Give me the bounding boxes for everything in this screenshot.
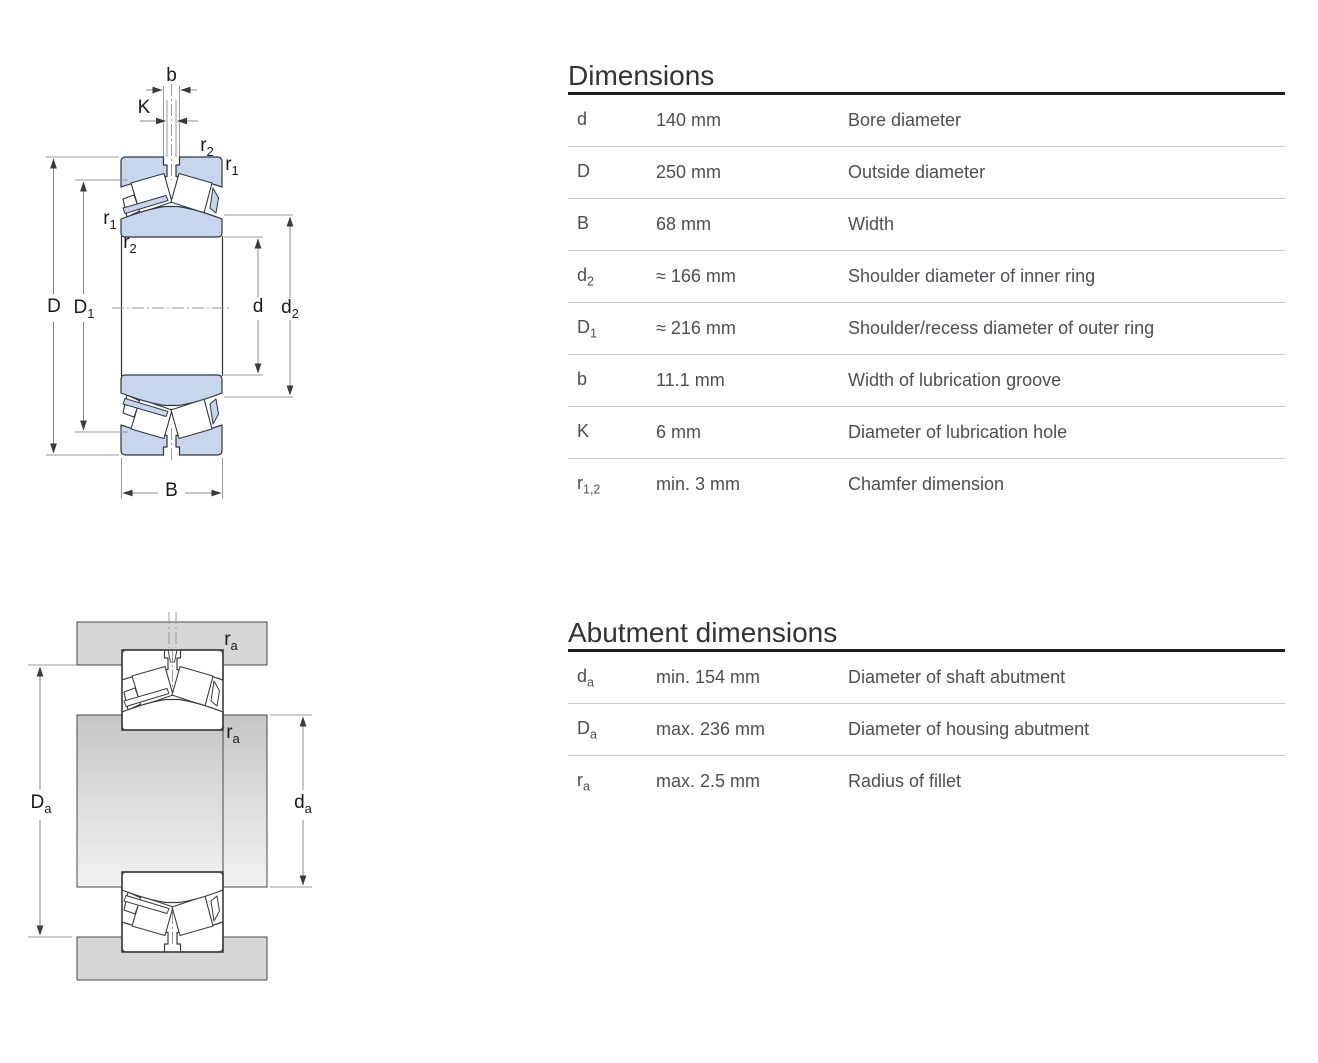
value-cell: 140 mm: [656, 110, 722, 130]
abutment-title: Abutment dimensions: [568, 617, 838, 648]
description-cell: Chamfer dimension: [848, 474, 1005, 494]
value-cell: ≈ 166 mm: [656, 266, 736, 286]
dim-label-ra-bottom: $r_a$: [226, 722, 240, 746]
dimensions-table: [568, 60, 1285, 510]
description-cell: Bore diameter: [848, 110, 962, 130]
dim-label-r1-left: $r_1$: [103, 208, 117, 232]
description-cell: Shoulder diameter of inner ring: [848, 266, 1096, 286]
symbol-cell: b: [577, 368, 588, 389]
symbol-cell: $d_2$: [577, 264, 594, 289]
description-cell: Shoulder/recess diameter of outer ring: [848, 318, 1155, 338]
table-row: [568, 199, 1285, 251]
value-cell: max. 2.5 mm: [656, 771, 761, 791]
description-cell: Diameter of shaft abutment: [848, 667, 1066, 687]
value-cell: max. 236 mm: [656, 719, 766, 739]
bearing-drawings: [0, 0, 560, 1063]
symbol-cell: $r_{1,2}$: [577, 472, 601, 497]
symbol-cell: D: [577, 160, 590, 181]
value-cell: 6 mm: [656, 422, 701, 442]
dim-label-K: K: [137, 97, 151, 119]
abutment-dimensions-table: [568, 617, 1285, 807]
description-cell: Diameter of housing abutment: [848, 719, 1090, 739]
description-cell: Diameter of lubrication hole: [848, 422, 1068, 442]
symbol-cell: d: [577, 108, 588, 129]
dim-label-r1-right: $r_1$: [225, 154, 239, 178]
symbol-cell: $D_1$: [577, 316, 597, 341]
value-cell: ≈ 216 mm: [656, 318, 736, 338]
table-row: [568, 407, 1285, 459]
value-cell: 250 mm: [656, 162, 722, 182]
dim-label-r2-left: $r_2$: [123, 232, 137, 256]
figure-bearing-section: [46, 84, 293, 499]
value-cell: min. 154 mm: [656, 667, 761, 687]
table-row: [568, 459, 1285, 510]
symbol-cell: $D_a$: [577, 717, 597, 742]
value-cell: min. 3 mm: [656, 474, 741, 494]
figure-abutment-section: [28, 612, 312, 980]
table-row: [568, 756, 1285, 807]
dim-label-r2-top: $r_2$: [200, 135, 214, 159]
value-cell: 11.1 mm: [656, 370, 725, 390]
table-row: [568, 147, 1285, 199]
symbol-cell: $r_a$: [577, 769, 590, 794]
dim-label-da: $d_a$: [291, 793, 315, 815]
dim-label-b: b: [166, 65, 177, 87]
dim-label-B: B: [162, 481, 181, 503]
table-row: [568, 652, 1285, 704]
dim-label-Da: $D_a$: [28, 793, 55, 815]
table-row: [568, 251, 1285, 303]
symbol-cell: B: [577, 212, 590, 233]
description-cell: Radius of fillet: [848, 771, 962, 791]
dimensions-rows: [568, 95, 1285, 510]
table-row: [568, 95, 1285, 147]
table-row: [568, 355, 1285, 407]
description-cell: Width of lubrication groove: [848, 370, 1062, 390]
symbol-cell: $d_a$: [577, 665, 594, 690]
table-row: [568, 303, 1285, 355]
symbol-cell: K: [577, 420, 590, 441]
dim-label-ra-top: $r_a$: [224, 629, 238, 653]
dim-label-D1: $D_1$: [71, 298, 98, 320]
dim-label-D: D: [44, 297, 64, 319]
dim-label-d2: $d_2$: [278, 298, 302, 320]
abutment-rows: [568, 652, 1285, 807]
dim-label-d: d: [250, 297, 267, 319]
description-cell: Outside diameter: [848, 162, 986, 182]
description-cell: Width: [848, 214, 895, 234]
table-row: [568, 704, 1285, 756]
dimensions-title: Dimensions: [568, 60, 715, 91]
value-cell: 68 mm: [656, 214, 712, 234]
